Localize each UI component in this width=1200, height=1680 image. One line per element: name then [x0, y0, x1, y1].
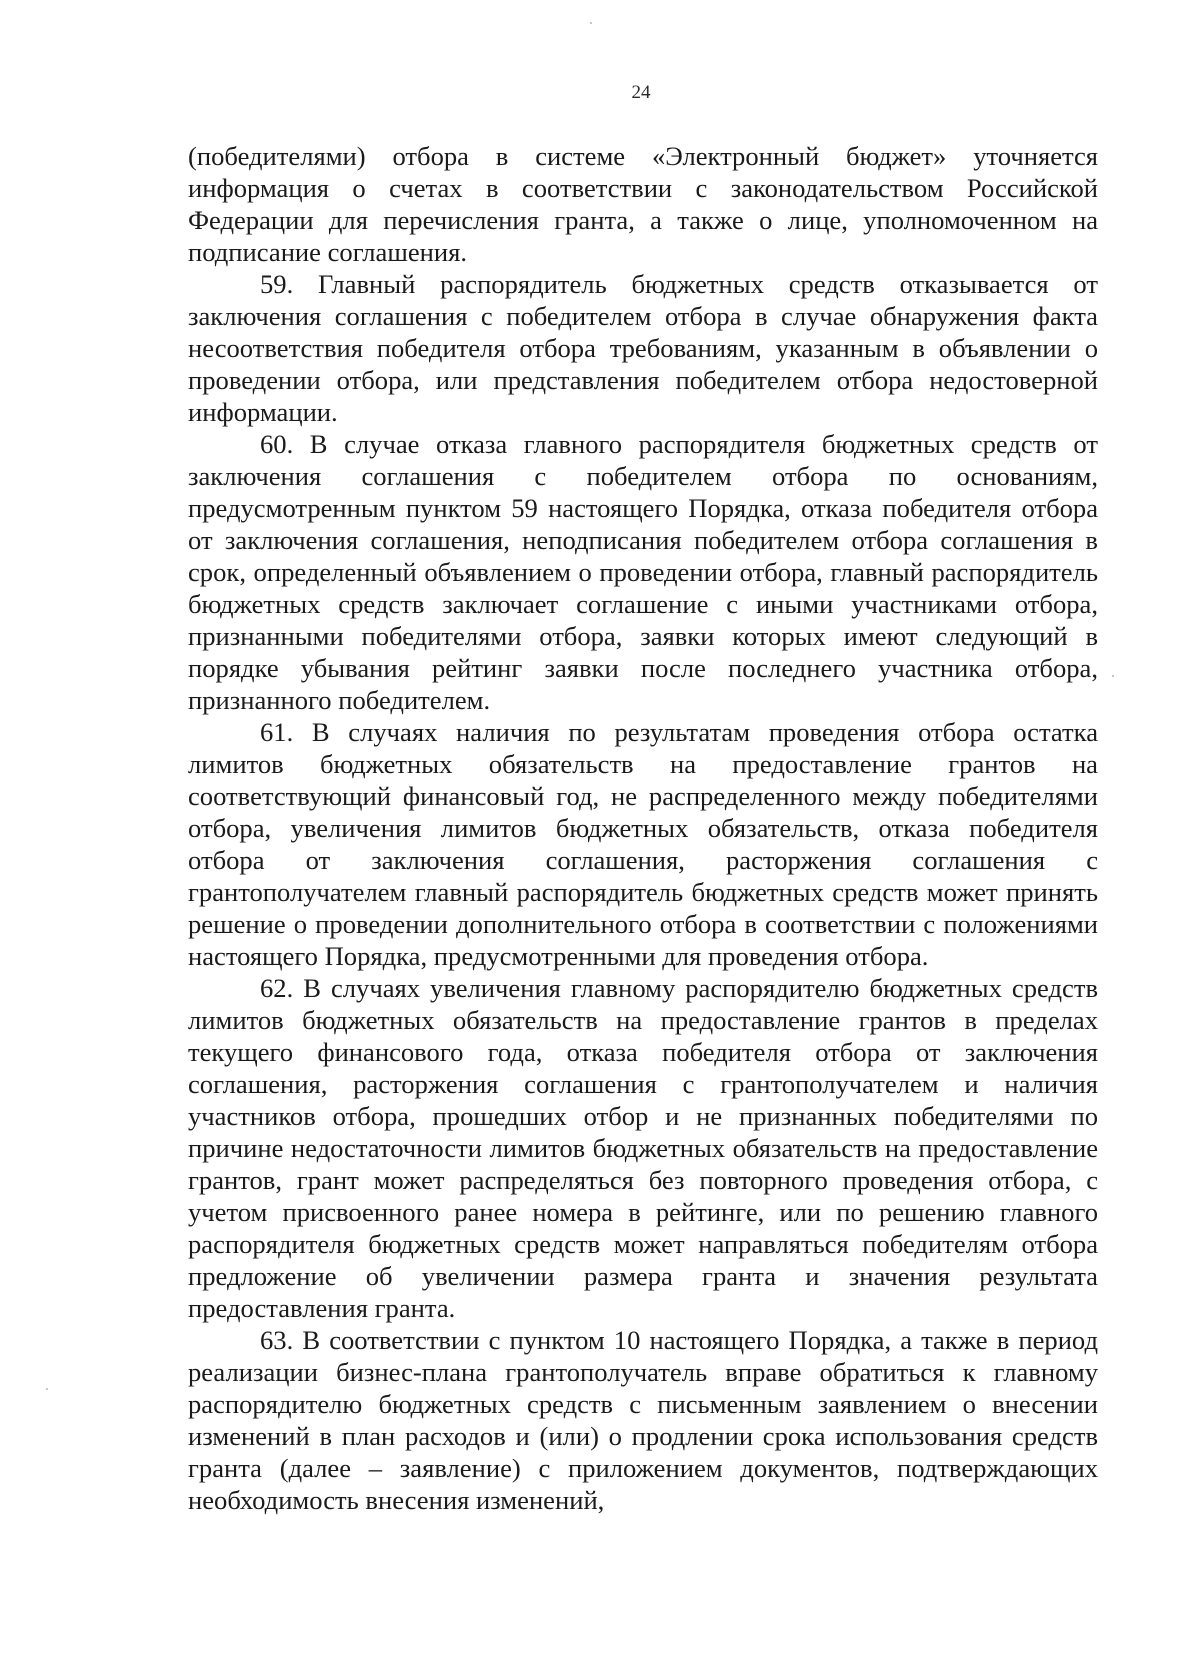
paragraph-59: 59. Главный распорядитель бюджетных средств отказывается от заключения соглашения с победителем отбора в случае обнаружения факта несоответствия победителя отбора требованиям, указанным в объявлении о проведении отбора, или представления победителем отбора недостоверной информации. [188, 269, 1098, 427]
scan-speck [590, 22, 592, 24]
document-body [188, 140, 1098, 1516]
scan-speck [46, 1388, 48, 1390]
paragraph-60: 60. В случае отказа главного распорядителя бюджетных средств от заключения соглашения с победителем отбора по основаниям, предусмотренным пунктом 59 настоящего Порядка, отказа победителя отбора от заключения соглашения, неподписания победителем отбора соглашения в срок, определенный объявлением о проведении отбора, главный распорядитель бюджетных средств заключает соглашение с иными участниками отбора, признанными победителями отбора, заявки которых имеют следующий в порядке убывания рейтинг заявки после последнего участника отбора, признанного победителем. [188, 429, 1098, 715]
paragraph-continuation: (победителями) отбора в системе «Электронный бюджет» уточняется информация о счетах в соответствии с законодательством Российской Федерации для перечисления гранта, а также о лице, уполномоченном на подписание соглашения. [188, 141, 1098, 267]
paragraph-61: 61. В случаях наличия по результатам проведения отбора остатка лимитов бюджетных обязательств на предоставление грантов на соответствующий финансовый год, не распределенного между победителями отбора, увеличения лимитов бюджетных обязательств, отказа победителя отбора от заключения соглашения, расторжения соглашения с грантополучателем главный распорядитель бюджетных средств может принять решение о проведении дополнительного отбора в соответствии с положениями настоящего Порядка, предусмотренными для проведения отбора. [188, 717, 1098, 971]
paragraph-62: 62. В случаях увеличения главному распорядителю бюджетных средств лимитов бюджетных обязательств на предоставление грантов в пределах текущего финансового года, отказа победителя отбора от заключения соглашения, расторжения соглашения с грантополучателем и наличия участников отбора, прошедших отбор и не признанных победителями по причине недостаточности лимитов бюджетных обязательств на предоставление грантов, грант может распределяться без повторного проведения отбора, с учетом присвоенного ранее номера в рейтинге, или по решению главного распорядителя бюджетных средств может направляться победителям отбора предложение об увеличении размера гранта и значения результата предоставления гранта. [188, 973, 1098, 1323]
paragraph-63: 63. В соответствии с пунктом 10 настоящего Порядка, а также в период реализации бизнес-плана грантополучатель вправе обратиться к главному распорядителю бюджетных средств с письменным заявлением о внесении изменений в план расходов и (или) о продлении срока использования средств гранта (далее – заявление) с приложением документов, подтверждающих необходимость внесения изменений, [188, 1325, 1098, 1515]
scan-speck [1112, 675, 1114, 677]
page-number: 24 [631, 82, 651, 103]
